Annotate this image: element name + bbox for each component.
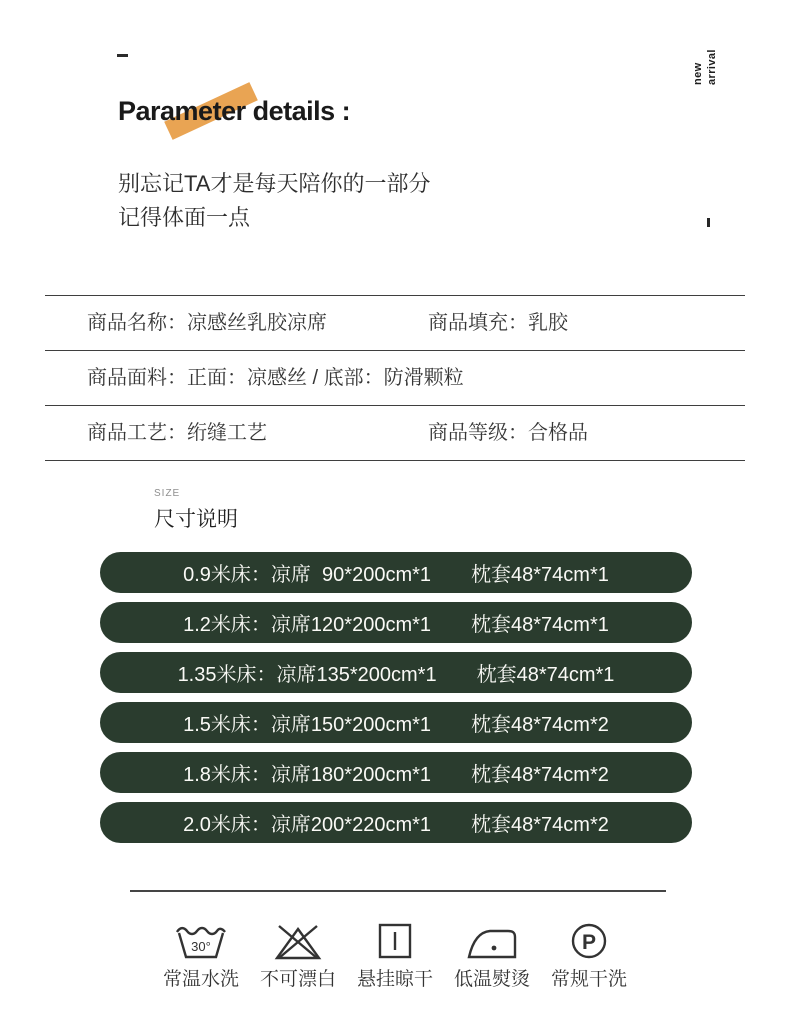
spec-cell bbox=[428, 406, 588, 460]
size-row-pillow: 枕套48*74cm*2 bbox=[471, 814, 609, 836]
spec-row-fabric bbox=[45, 351, 745, 406]
new-arrival-label bbox=[691, 39, 721, 85]
subtitle-line-1: 别忘记TA才是每天陪你的一部分 bbox=[118, 171, 431, 196]
spec-label: 商品名称： bbox=[87, 312, 187, 334]
intro-subtitle bbox=[118, 167, 430, 235]
spec-value: 绗缝工艺 bbox=[187, 422, 267, 444]
spec-label: 商品等级： bbox=[428, 422, 528, 444]
spec-table bbox=[45, 295, 745, 461]
care-label: 悬挂晾干 bbox=[356, 969, 433, 990]
size-row-bed: 1.35米床：凉席135*200cm*1 bbox=[177, 664, 437, 686]
spec-label: 商品面料： bbox=[87, 367, 187, 389]
care-label: 常规干洗 bbox=[550, 969, 627, 990]
right-tick-decoration bbox=[707, 218, 710, 227]
spec-value: 凉感丝乳胶凉席 bbox=[187, 312, 327, 334]
care-label: 常温水洗 bbox=[162, 969, 239, 990]
care-section-divider bbox=[130, 890, 666, 892]
hang-dry-icon bbox=[377, 920, 413, 960]
size-row bbox=[100, 602, 692, 643]
spec-cell bbox=[428, 296, 568, 350]
size-row bbox=[100, 552, 692, 593]
spec-cell bbox=[87, 406, 267, 460]
size-row-bed: 1.8米床：凉席180*200cm*1 bbox=[183, 764, 432, 786]
top-dash-decoration bbox=[117, 54, 128, 57]
care-instructions bbox=[161, 920, 629, 991]
size-row-pillow: 枕套48*74cm*2 bbox=[471, 714, 609, 736]
no-bleach-icon bbox=[271, 920, 325, 960]
new-arrival-line2: arrival bbox=[706, 49, 718, 85]
wash-30-icon bbox=[175, 920, 227, 960]
spec-label: 商品填充： bbox=[428, 312, 528, 334]
iron-low-icon bbox=[466, 920, 518, 960]
parameter-details-header bbox=[118, 95, 350, 135]
size-row bbox=[100, 802, 692, 843]
size-row-pillow: 枕套48*74cm*1 bbox=[476, 664, 615, 686]
size-row-bed: 2.0米床：凉席200*220cm*1 bbox=[183, 814, 432, 836]
size-row-pillow: 枕套48*74cm*1 bbox=[471, 614, 609, 636]
care-item-iron bbox=[452, 920, 532, 991]
subtitle-line-2: 记得体面一点 bbox=[118, 205, 251, 230]
spec-label: 商品工艺： bbox=[87, 422, 187, 444]
size-row-pillow: 枕套48*74cm*1 bbox=[471, 564, 609, 586]
care-label: 不可漂白 bbox=[259, 969, 336, 990]
size-row-bed: 1.2米床：凉席120*200cm*1 bbox=[183, 614, 432, 636]
size-eyebrow: SIZE bbox=[154, 488, 181, 499]
svg-text:P: P bbox=[581, 931, 597, 954]
care-item-bleach bbox=[258, 920, 338, 991]
spec-cell bbox=[87, 351, 464, 405]
size-row bbox=[100, 752, 692, 793]
new-arrival-line1: new bbox=[692, 62, 704, 85]
size-row-pillow: 枕套48*74cm*2 bbox=[471, 764, 609, 786]
spec-row-craft bbox=[45, 406, 745, 461]
care-item-dryclean bbox=[549, 920, 629, 991]
size-row-bed: 1.5米床：凉席150*200cm*1 bbox=[183, 714, 432, 736]
size-section-title: 尺寸说明 bbox=[154, 508, 238, 531]
page-title: Parameter details : bbox=[118, 96, 351, 126]
spec-cell bbox=[87, 296, 327, 350]
spec-value: 正面：凉感丝 / 底部：防滑颗粒 bbox=[187, 367, 464, 389]
spec-value: 乳胶 bbox=[528, 312, 568, 334]
care-item-wash bbox=[161, 920, 241, 991]
size-row bbox=[100, 652, 692, 693]
svg-text:30°: 30° bbox=[191, 939, 211, 954]
spec-row-name bbox=[45, 296, 745, 351]
care-label: 低温熨烫 bbox=[453, 969, 530, 990]
size-row bbox=[100, 702, 692, 743]
dry-clean-p-icon bbox=[570, 920, 608, 960]
size-row-bed: 0.9米床：凉席 90*200cm*1 bbox=[183, 564, 432, 586]
spec-value: 合格品 bbox=[528, 422, 588, 444]
care-item-dry bbox=[355, 920, 435, 991]
